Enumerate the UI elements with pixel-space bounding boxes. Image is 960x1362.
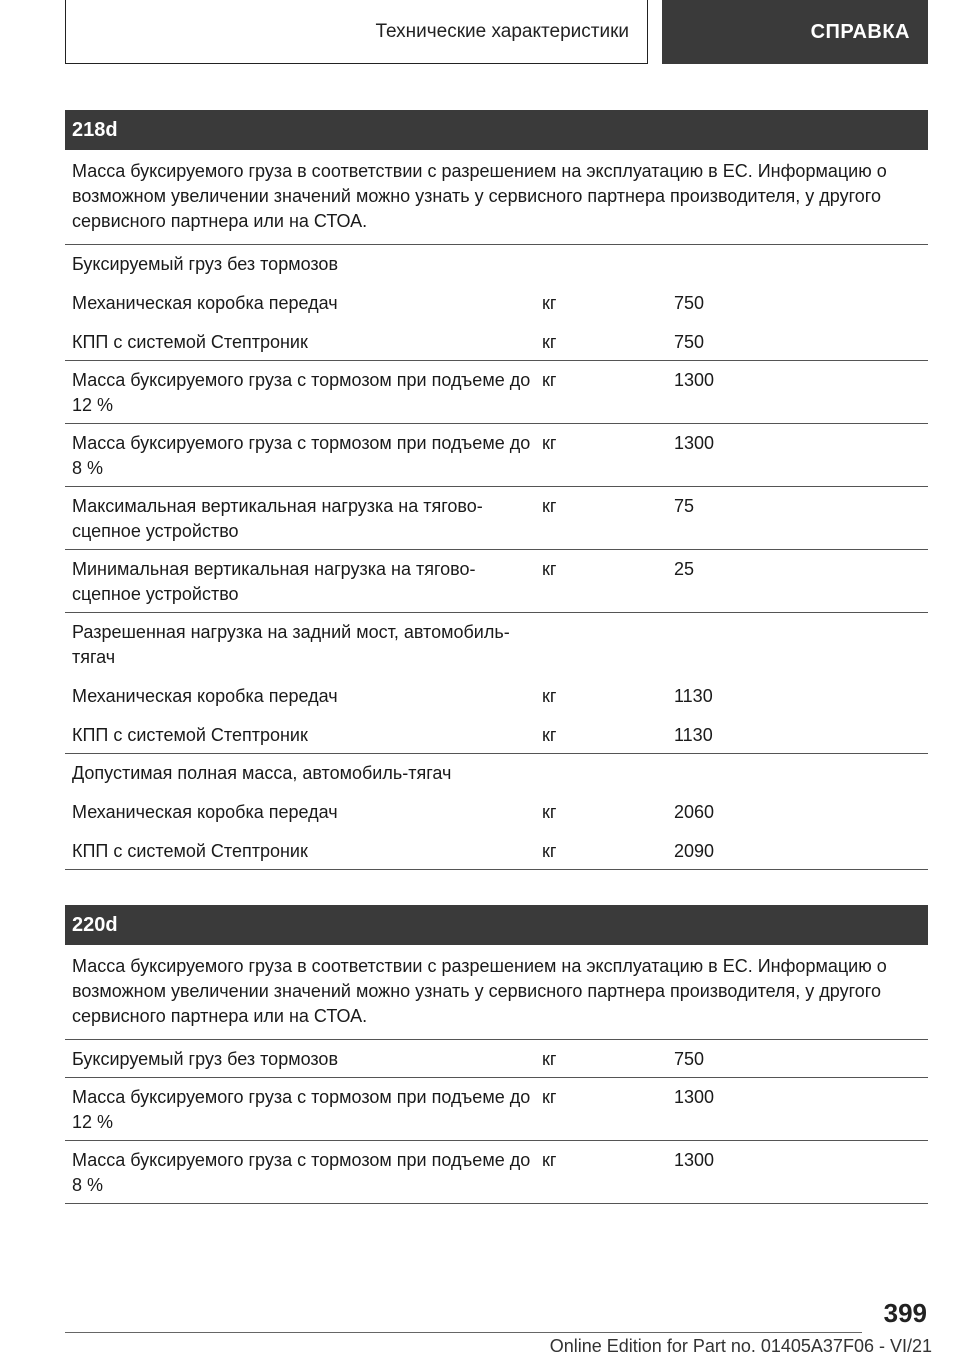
spec-label: Механическая коробка передач (72, 686, 338, 706)
spec-value: 1300 (674, 1087, 715, 1107)
spec-row (65, 1085, 928, 1135)
spec-row (65, 494, 928, 544)
spec-unit: кг (542, 559, 557, 579)
spec-unit (542, 620, 674, 670)
spec-value: 1300 (674, 370, 715, 390)
spec-group (65, 1078, 928, 1141)
spec-label: Буксируемый груз без тормозов (72, 254, 339, 274)
spec-unit: кг (542, 686, 557, 706)
spec-row (65, 620, 928, 670)
spec-unit: кг (542, 725, 557, 745)
spec-value: 1130 (674, 725, 713, 745)
spec-label: Масса буксируемого груза с тормозом при подъеме до 8 % (72, 1150, 531, 1195)
spec-group (65, 245, 928, 361)
spec-row (65, 557, 928, 607)
footer-divider (65, 1332, 862, 1333)
spec-row (65, 723, 928, 748)
spec-label: Допустимая полная масса, автомобиль-тягач (72, 763, 452, 783)
spec-unit: кг (542, 496, 557, 516)
spec-label: Механическая коробка передач (72, 293, 338, 313)
spec-unit: кг (542, 802, 557, 822)
spec-value: 2060 (674, 802, 715, 822)
spec-label: Масса буксируемого груза с тормозом при подъеме до 12 % (72, 1087, 531, 1132)
spec-unit: кг (542, 433, 557, 453)
spec-group (65, 754, 928, 870)
spec-value: 750 (674, 293, 705, 313)
spec-label: Масса буксируемого груза с тормозом при подъеме до 8 % (72, 433, 531, 478)
spec-group (65, 1040, 928, 1078)
spec-row (65, 252, 928, 277)
spec-unit: кг (542, 332, 557, 352)
spec-label: Буксируемый груз без тормозов (72, 1049, 339, 1069)
spec-value: 25 (674, 559, 695, 579)
spec-unit: кг (542, 293, 557, 313)
spec-row (65, 1047, 928, 1072)
spec-value: 1300 (674, 1150, 715, 1170)
spec-label: Минимальная вертикальная нагрузка на тягово-сцепное устройство (72, 559, 476, 604)
spec-unit: кг (542, 1049, 557, 1069)
spec-section-220d (65, 905, 928, 1204)
spec-unit (542, 252, 674, 277)
spec-row (65, 330, 928, 355)
spec-label: КПП с системой Стептроник (72, 725, 308, 745)
spec-unit: кг (542, 841, 557, 861)
spec-value: 750 (674, 1049, 705, 1069)
spec-section-218d (65, 110, 928, 870)
spec-label: КПП с системой Стептроник (72, 841, 308, 861)
spec-group (65, 487, 928, 550)
edition-footer: Online Edition for Part no. 01405A37F06 - VI/21 (549, 1336, 932, 1356)
spec-value: 750 (674, 332, 705, 352)
spec-group (65, 1141, 928, 1204)
spec-value (674, 761, 928, 786)
spec-unit (542, 761, 674, 786)
spec-value (674, 252, 928, 277)
spec-label: КПП с системой Стептроник (72, 332, 308, 352)
spec-group (65, 424, 928, 487)
spec-row (65, 291, 928, 316)
page-number: 399 (883, 1298, 927, 1328)
section-tab (662, 0, 928, 64)
spec-row (65, 368, 928, 418)
spec-row (65, 761, 928, 786)
spec-row (65, 839, 928, 864)
spec-value: 1130 (674, 686, 713, 706)
spec-label: Разрешенная нагрузка на задний мост, автомобиль-тягач (72, 622, 510, 667)
spec-group (65, 613, 928, 754)
spec-value: 75 (674, 496, 695, 516)
section-heading: 218d (65, 110, 928, 150)
section-intro: Масса буксируемого груза в соответствии с разрешением на эксплуатацию в ЕС. Информацию о возможном увеличении значений можно узнать у сервисного партнера производителя, у другого сервисного партнера или на СТОА. (65, 945, 928, 1040)
chapter-title: Технические характеристики (375, 20, 629, 42)
spec-row (65, 1148, 928, 1198)
section-intro: Масса буксируемого груза в соответствии с разрешением на эксплуатацию в ЕС. Информацию о возможном увеличении значений можно узнать у сервисного партнера производителя, у другого сервисного партнера или на СТОА. (65, 150, 928, 245)
spec-label: Механическая коробка передач (72, 802, 338, 822)
spec-row (65, 800, 928, 825)
spec-group (65, 550, 928, 613)
spec-unit: кг (542, 1087, 557, 1107)
spec-label: Максимальная вертикальная нагрузка на тягово-сцепное устройство (72, 496, 483, 541)
spec-unit: кг (542, 370, 557, 390)
section-title: СПРАВКА (810, 20, 910, 43)
section-heading: 220d (65, 905, 928, 945)
chapter-header (65, 0, 648, 64)
spec-group (65, 361, 928, 424)
spec-value: 2090 (674, 841, 715, 861)
spec-value: 1300 (674, 433, 715, 453)
spec-value (674, 620, 928, 670)
spec-row (65, 431, 928, 481)
spec-unit: кг (542, 1150, 557, 1170)
spec-row (65, 684, 928, 709)
spec-label: Масса буксируемого груза с тормозом при подъеме до 12 % (72, 370, 531, 415)
